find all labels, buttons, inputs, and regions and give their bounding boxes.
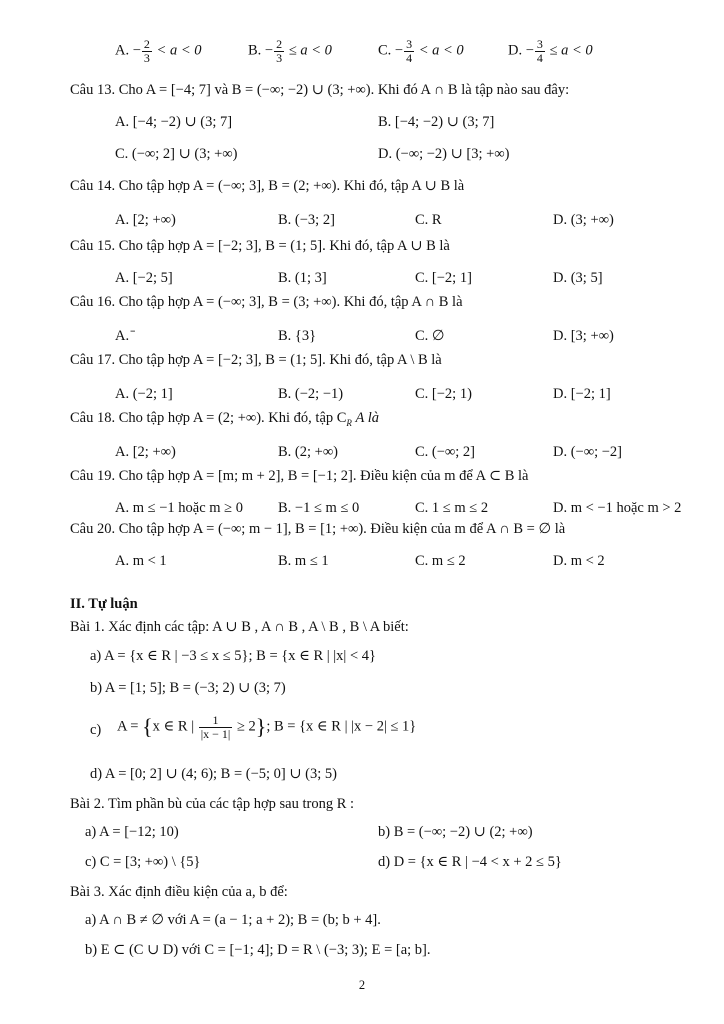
answer-d: D. m < −1 hoặc m > 2 [553,500,682,516]
answer-b: B. −1 ≤ m ≤ 0 [278,500,360,516]
answer-c: C. ∅ [415,328,445,344]
answer-c: C. [−2; 1] [415,270,472,286]
section-title: II. Tự luận [70,596,138,612]
answer-a: A. [−4; −2) ∪ (3; 7] [115,114,233,130]
answer-c: C. (−∞; 2] ∪ (3; +∞) [115,146,238,162]
answer-b: B. (−3; 2] [278,212,335,228]
answer-a: A. [2; +∞) [115,212,176,228]
exercise-text: Bài 3. Xác định điều kiện của a, b để: [70,884,288,900]
answer-a: A. − $\frac{2}{3}$ < a < 0 [115,37,202,65]
answer-b: B. (−2; −1) [278,386,344,402]
answer-a: A. [−2; 5] [115,270,173,286]
question-text: Câu 17. Cho tập hợp A = [−2; 3], B = (1; 5]. Khi đó, tập A \ B là [70,352,442,368]
answer-c: C. − $\frac{3}{4}$ < a < 0 [378,37,464,65]
q12-answers-row [0,38,724,68]
question-text: Câu 15. Cho tập hợp A = [−2; 3], B = (1; 5]. Khi đó, tập A ∪ B là [70,238,450,254]
exercise-1-c [0,712,724,752]
answer-a: A. m < 1 [115,553,167,569]
question-text: Câu 20. Cho tập hợp A = (−∞; m − 1], B = [1; +∞). Điều kiện của m để A ∩ B = ∅ là [70,521,566,537]
answer-c: C. R [415,212,442,228]
answer-c: C. [−2; 1) [415,386,472,402]
answer-d: D. (−∞; −2] [553,444,622,460]
answer-b: B. − $\frac{2}{3}$ ≤ a < 0 [248,37,332,65]
exercise-item: b) B = (−∞; −2) ∪ (2; +∞) [378,824,533,840]
question-text: Câu 18. Cho tập hợp A = (2; +∞). Khi đó, tập $C_R$ A là [70,410,380,428]
exercise-item: d) A = [0; 2] ∪ (4; 6); B = (−5; 0] ∪ (3; 5) [90,766,337,782]
exercise-item: a) A = {x ∈ R | −3 ≤ x ≤ 5}; B = {x ∈ R | |x| < 4} [90,648,376,664]
exercise-item: a) A ∩ B ≠ ∅ với A = (a − 1; a + 2); B = (b; b + 4]. [85,912,381,928]
item-label: c) [90,722,102,738]
answer-b: B. (1; 3] [278,270,327,286]
answer-d: D. (3; 5] [553,270,603,286]
answer-c: C. m ≤ 2 [415,553,466,569]
answer-b: B. (2; +∞) [278,444,338,460]
answer-a: A. (−2; 1] [115,386,173,402]
answer-a: A. [2; +∞) [115,444,176,460]
answer-d: D. − $\frac{3}{4}$ ≤ a < 0 [508,37,593,65]
answer-a: A. ̄ [115,328,133,344]
exercise-text: Bài 1. Xác định các tập: A ∪ B , A ∩ B , A \ B , B \ A biết: [70,619,409,635]
answer-b: B. m ≤ 1 [278,553,329,569]
question-text: Câu 14. Cho tập hợp A = (−∞; 3], B = (2; +∞). Khi đó, tập A ∪ B là [70,178,465,194]
answer-d: D. [3; +∞) [553,328,614,344]
answer-d: D. m < 2 [553,553,605,569]
answer-d: D. (3; +∞) [553,212,614,228]
answer-c: C. 1 ≤ m ≤ 2 [415,500,489,516]
question-text: Câu 16. Cho tập hợp A = (−∞; 3], B = (3; +∞). Khi đó, tập A ∩ B là [70,294,463,310]
answer-c: C. (−∞; 2] [415,444,475,460]
exercise-item: b) E ⊂ (C ∪ D) với C = [−1; 4]; D = R \ (−3; 3); E = [a; b]. [85,942,431,958]
exercise-text: Bài 2. Tìm phần bù của các tập hợp sau trong R : [70,796,355,812]
answer-b: B. [−4; −2) ∪ (3; 7] [378,114,495,130]
answer-d: D. [−2; 1] [553,386,611,402]
exercise-item: c) C = [3; +∞) \ {5} [85,854,201,870]
exercise-item: a) A = [−12; 10) [85,824,179,840]
exercise-item: A = {x ∈ R | $\frac{1}{|x - 1|}$ ≥ 2}; B = {x ∈ R | |x − 2| ≤ 1} [117,713,417,741]
answer-b: B. {3} [278,328,317,344]
page-number: 2 [358,978,366,992]
question-text: Câu 19. Cho tập hợp A = [m; m + 2], B = [−1; 2]. Điều kiện của m để A ⊂ B là [70,468,529,484]
answer-d: D. (−∞; −2) ∪ [3; +∞) [378,146,510,162]
answer-a: A. m ≤ −1 hoặc m ≥ 0 [115,500,243,516]
question-text: Câu 13. Cho A = [−4; 7] và B = (−∞; −2) ∪ (3; +∞). Khi đó A ∩ B là tập nào sau đây: [70,82,570,98]
exercise-item: d) D = {x ∈ R | −4 < x + 2 ≤ 5} [378,854,562,870]
exercise-item: b) A = [1; 5]; B = (−3; 2) ∪ (3; 7) [90,680,286,696]
